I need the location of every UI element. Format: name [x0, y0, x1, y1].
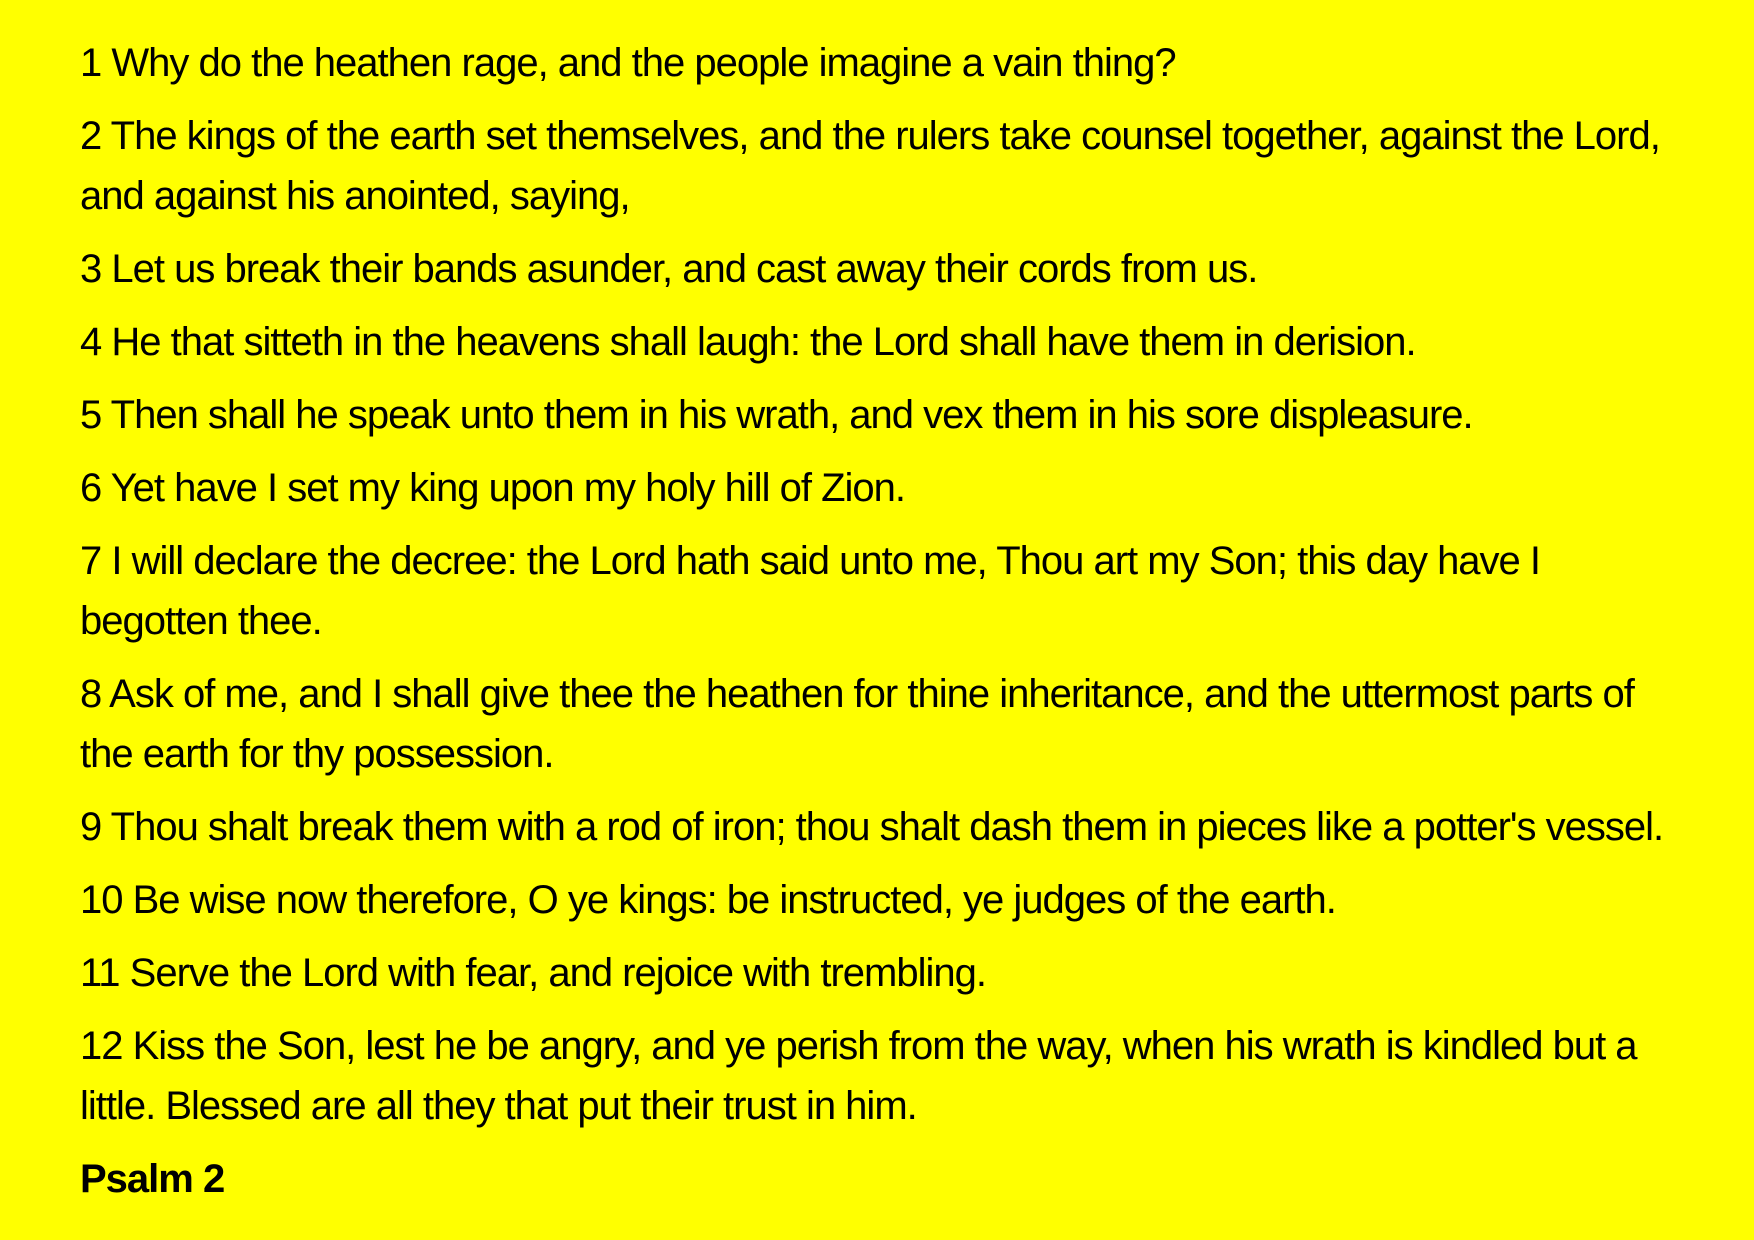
verse-number: 11 — [80, 951, 120, 995]
verse-paragraph — [80, 385, 1680, 445]
verse-number: 4 — [80, 320, 102, 364]
verse-number: 8 — [80, 672, 102, 716]
verse-number: 2 — [80, 114, 102, 158]
verse-text: He that sitteth in the heavens shall laugh: the Lord shall have them in derision. — [101, 320, 1416, 364]
verse-text: Serve the Lord with fear, and rejoice with trembling. — [119, 951, 986, 995]
verse-paragraph — [80, 239, 1680, 299]
verse-number: 5 — [80, 393, 102, 437]
verse-paragraph — [80, 870, 1680, 930]
verse-text: Be wise now therefore, O ye kings: be instructed, ye judges of the earth. — [122, 878, 1336, 922]
verse-paragraph — [80, 33, 1680, 93]
psalm-caption: Psalm 2 — [80, 1157, 225, 1201]
verse-paragraph — [80, 531, 1680, 651]
verse-text: Let us break their bands asunder, and cast away their cords from us. — [101, 247, 1258, 291]
verse-list — [80, 33, 1680, 1136]
verse-number: 7 — [80, 539, 102, 583]
verse-paragraph — [80, 797, 1680, 857]
verse-text: The kings of the earth set themselves, and the rulers take counsel together, against the Lord, and against his anointed, saying, — [80, 114, 1660, 218]
verse-text: Ask of me, and I shall give thee the heathen for thine inheritance, and the uttermost parts of the earth for thy possession. — [80, 672, 1634, 776]
verse-text: Thou shalt break them with a rod of iron; thou shalt dash them in pieces like a potter's vessel. — [101, 805, 1664, 849]
verse-number: 6 — [80, 466, 102, 510]
verse-number: 1 — [80, 41, 102, 85]
verse-paragraph — [80, 312, 1680, 372]
verse-number: 9 — [80, 805, 102, 849]
verse-paragraph — [80, 1016, 1680, 1136]
verse-paragraph — [80, 943, 1680, 1003]
verse-text: Kiss the Son, lest he be angry, and ye perish from the way, when his wrath is kindled but a little. Blessed are all they that put their trust in him. — [80, 1024, 1637, 1128]
verse-text: I will declare the decree: the Lord hath said unto me, Thou art my Son; this day have I begotten thee. — [80, 539, 1541, 643]
verse-number: 10 — [80, 878, 123, 922]
verse-paragraph — [80, 106, 1680, 226]
verse-paragraph — [80, 664, 1680, 784]
verse-text: Then shall he speak unto them in his wrath, and vex them in his sore displeasure. — [101, 393, 1473, 437]
verse-paragraph — [80, 458, 1680, 518]
verse-number: 12 — [80, 1024, 123, 1068]
verse-number: 3 — [80, 247, 102, 291]
verse-text: Yet have I set my king upon my holy hill of Zion. — [101, 466, 906, 510]
verse-text: Why do the heathen rage, and the people imagine a vain thing? — [101, 41, 1176, 85]
